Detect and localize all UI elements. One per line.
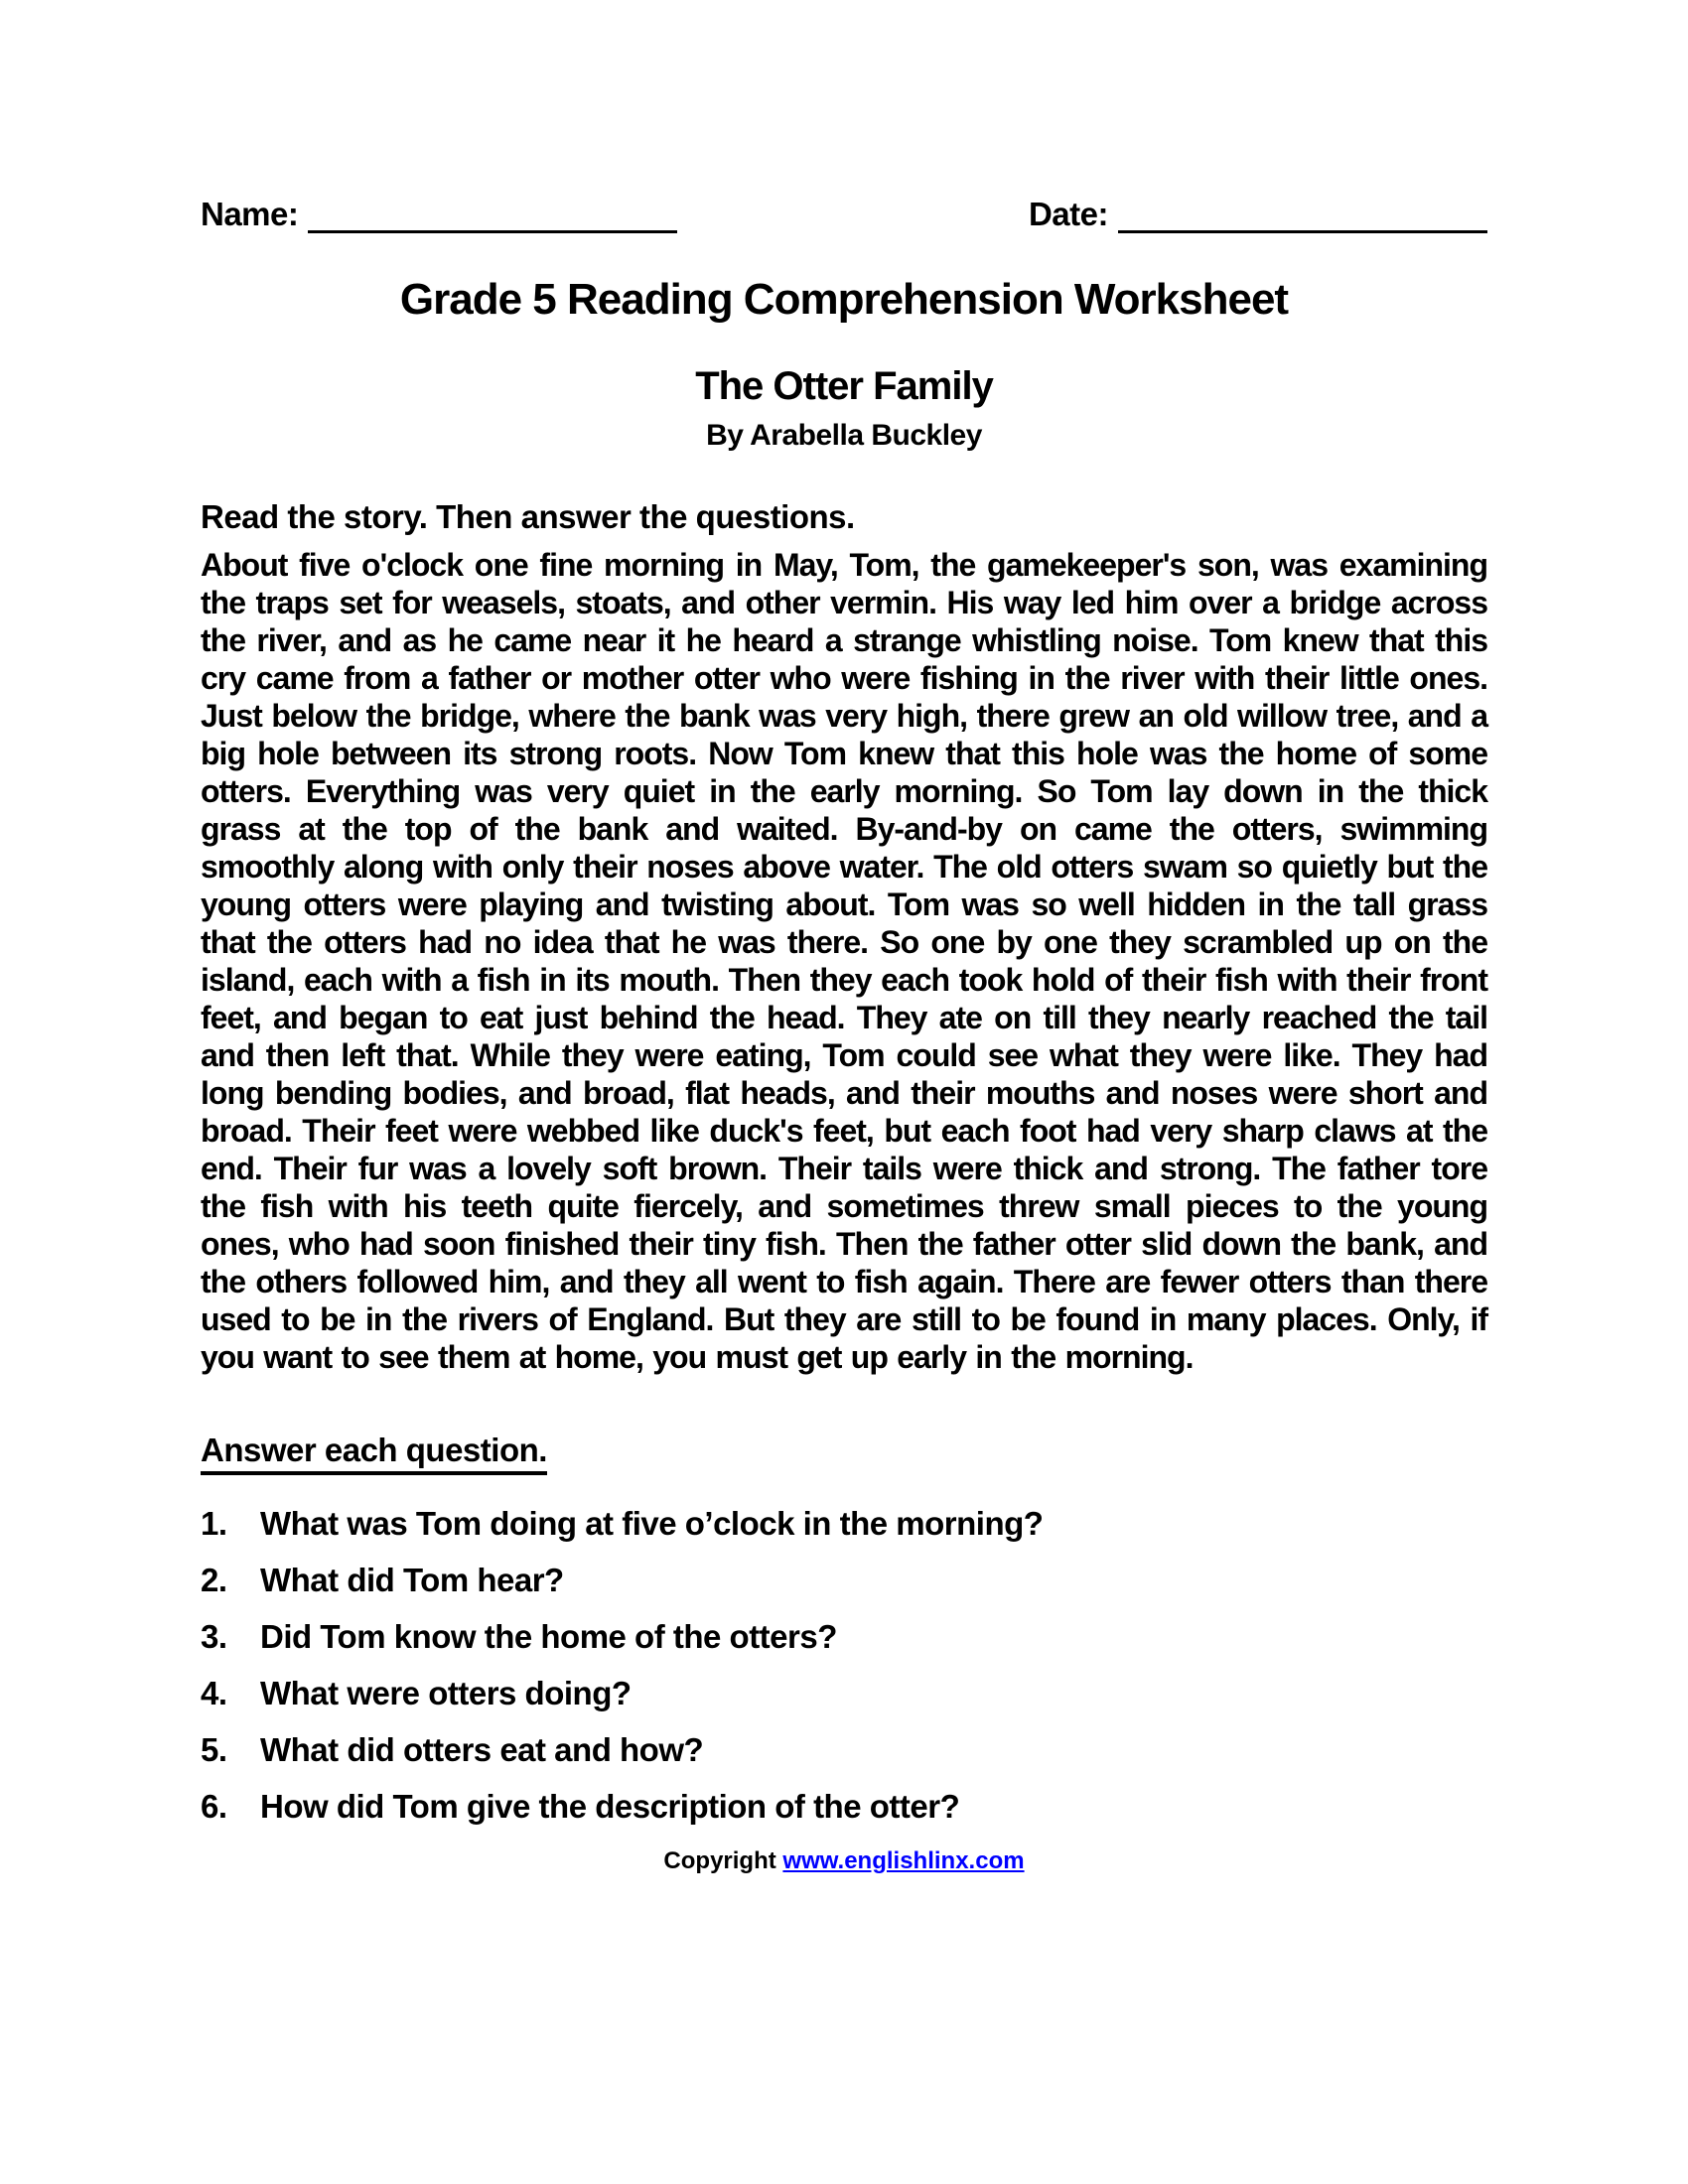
question-item <box>201 1505 1487 1543</box>
questions-heading-text: Answer each question. <box>201 1432 547 1475</box>
question-item <box>201 1618 1487 1656</box>
question-number: 4. <box>201 1675 227 1711</box>
question-text: Did Tom know the home of the otters? <box>260 1618 837 1655</box>
questions-heading <box>201 1432 1487 1469</box>
question-text: How did Tom give the description of the otter? <box>260 1788 960 1825</box>
question-text: What did otters eat and how? <box>260 1731 704 1768</box>
copyright-label: Copyright <box>663 1847 776 1874</box>
name-blank-line <box>308 195 677 233</box>
question-item <box>201 1731 1487 1769</box>
date-label: Date: <box>1028 196 1108 232</box>
question-number: 6. <box>201 1788 227 1825</box>
question-item <box>201 1562 1487 1599</box>
story-byline: By Arabella Buckley <box>706 419 982 452</box>
story-title: The Otter Family <box>695 364 993 408</box>
name-field <box>201 195 677 233</box>
question-number: 3. <box>201 1618 227 1655</box>
story-instruction: Read the story. Then answer the questions. <box>201 498 855 535</box>
header-fields <box>201 195 1487 233</box>
date-field <box>1029 195 1487 233</box>
worksheet-title: Grade 5 Reading Comprehension Worksheet <box>399 275 1289 324</box>
question-text: What was Tom doing at five o’clock in the morning? <box>260 1505 1044 1542</box>
question-item <box>201 1675 1487 1712</box>
question-number: 5. <box>201 1731 227 1768</box>
question-number: 1. <box>201 1505 227 1542</box>
copyright-link[interactable]: www.englishlinx.com <box>782 1847 1025 1874</box>
footer-copyright <box>201 1847 1487 1875</box>
questions-list <box>201 1505 1487 1826</box>
question-number: 2. <box>201 1562 227 1598</box>
question-item <box>201 1788 1487 1826</box>
question-text: What were otters doing? <box>260 1675 632 1711</box>
question-text: What did Tom hear? <box>260 1562 564 1598</box>
name-label: Name: <box>201 196 299 232</box>
story-body: About five o'clock one fine morning in May, Tom, the gamekeeper's son, was examining the traps set for weasels, stoats, and other vermin. His way led him over a bridge across the river, and as he came near it he heard a strange whistling noise. Tom knew that this cry came from a father or mother otter who were fishing in the river with their little ones. Just below the bridge, where the bank was very high, there grew an old willow tree, and a big hole between its strong roots. Now Tom knew that this hole was the home of some otters. Everything was very quiet in the early morning. So Tom lay down in the thick grass at the top of the bank and waited. By-and-by on came the otters, swimming smoothly along with only their noses above water. The old otters swam so quietly but the young otters were playing and twisting about. Tom was so well hidden in the tall grass that the otters had no idea that he was there. So one by one they scrambled up on the island, each with a fish in its mouth. Then they each took hold of their fish with their front feet, and began to eat just behind the head. They ate on till they nearly reached the tail and then left that. While they were eating, Tom could see what they were like. They had long bending bodies, and broad, flat heads, and their mouths and noses were short and broad. Their feet were webbed like duck's feet, but each foot had very sharp claws at the end. Their fur was a lovely soft brown. Their tails were thick and strong. The father tore the fish with his teeth quite fiercely, and sometimes threw small pieces to the young ones, who had soon finished their tiny fish. Then the father otter slid down the bank, and the others followed him, and they all went to fish again. There are fewer otters than there used to be in the rivers of England. But they are still to be found in many places. Only, if you want to see them at home, you must get up early in the morning. <box>201 547 1487 1375</box>
date-blank-line <box>1118 195 1487 233</box>
